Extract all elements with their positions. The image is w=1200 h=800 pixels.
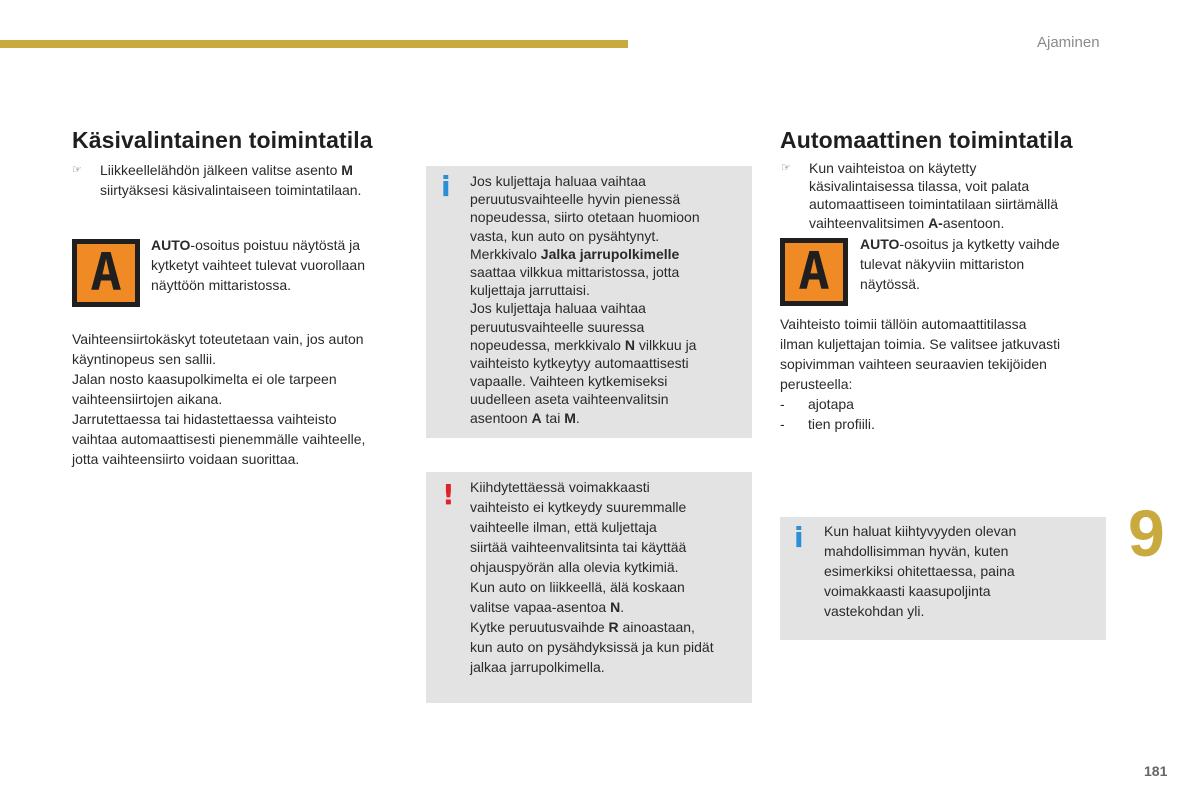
pointing-hand-icon: ☞ <box>72 164 82 176</box>
right-paragraph: Vaihteisto toimii tällöin automaattitilassa ilman kuljettajan toimia. Se valitsee jatkuvasti sopivimman vaihteen seuraavien tekijöiden perusteella: <box>780 316 1061 392</box>
section-label: Ajaminen <box>1037 34 1100 51</box>
list-item: - tien profiili. <box>780 416 875 432</box>
left-bullet-text: Liikkeellelähdön jälkeen valitse asento M siirtyäksesi käsivalintaiseen toimintatilaan. <box>100 162 362 198</box>
info-box <box>426 166 752 438</box>
warning-box <box>426 472 752 703</box>
right-auto-description: AUTO-osoitus ja kytketty vaihde tulevat näkyviin mittariston näytössä. <box>860 236 1060 292</box>
chapter-number: 9 <box>1128 496 1165 570</box>
warning-exclamation-icon: ! <box>442 478 455 511</box>
info-box-text: Jos kuljettaja haluaa vaihtaa peruutusvaihteelle hyvin pienessä nopeudessa, siirto otetaan huomioon vasta, kun auto on pysähtynyt. Merkkivalo Jalka jarrupolkimelle saattaa vilkkua mittaristossa, jotta kuljettaja jarruttaisi. Jos kuljettaja haluaa vaihtaa peruutusvaihteelle suuressa nopeudessa, merkkivalo N vilkkuu ja vaihteisto kytkeytyy automaattisesti vapaalle. Vaihteen kytkemiseksi uudelleen aseta vaihteenvalitsin asentoon A tai M. <box>470 173 700 426</box>
info-icon: i <box>441 170 451 203</box>
pointing-hand-icon: ☞ <box>781 162 791 174</box>
info-icon: i <box>794 521 804 554</box>
auto-warning-icon: A <box>72 239 140 307</box>
left-auto-description: AUTO-osoitus poistuu näytöstä ja kytketyt vaihteet tulevat vuorollaan näyttöön mittaristossa. <box>151 237 366 293</box>
info-box <box>780 517 1106 640</box>
info-box-text: Kun haluat kiihtyvyyden olevan mahdollisimman hyvän, kuten esimerkiksi ohitettaessa, paina voimakkaasti kaasupoljinta vastekohdan yli. <box>824 523 1017 619</box>
header-accent-bar <box>0 40 628 48</box>
right-bullet-text: Kun vaihteistoa on käytetty käsivalintaisessa tilassa, voit palata automaattiseen toimintatilaan siirtämällä vaihteenvalitsimen A-asentoon. <box>809 160 1059 231</box>
list-item: - ajotapa <box>780 396 854 412</box>
left-paragraph: Vaihteensiirtokäskyt toteutetaan vain, jos auton käyntinopeus sen sallii. Jalan nosto kaasupolkimelta ei ole tarpeen vaihteensiirtojen aikana. Jarrutettaessa tai hidastettaessa vaihteisto vaihtaa automaattisesti pienemmälle vaihteelle, jotta vaihteensiirto voidaan suorittaa. <box>72 331 366 467</box>
right-section-title: Automaattinen toimintatila <box>780 127 1073 153</box>
right-list <box>780 394 875 434</box>
warning-box-text: Kiihdytettäessä voimakkaasti vaihteisto ei kytkeydy suuremmalle vaihteelle ilman, että kuljettaja siirtää vaihteenvalitsinta tai käyttää ohjauspyörän alla olevia kytkimiä. Kun auto on liikkeellä, älä koskaan valitse vapaa-asentoa N. Kytke peruutusvaihde R ainoastaan, kun auto on pysähdyksissä ja kun pidät jalkaa jarrupolkimella. <box>470 479 714 675</box>
left-section-title: Käsivalintainen toimintatila <box>72 127 373 153</box>
auto-warning-icon: A <box>780 238 848 306</box>
page-number: 181 <box>1144 763 1168 779</box>
